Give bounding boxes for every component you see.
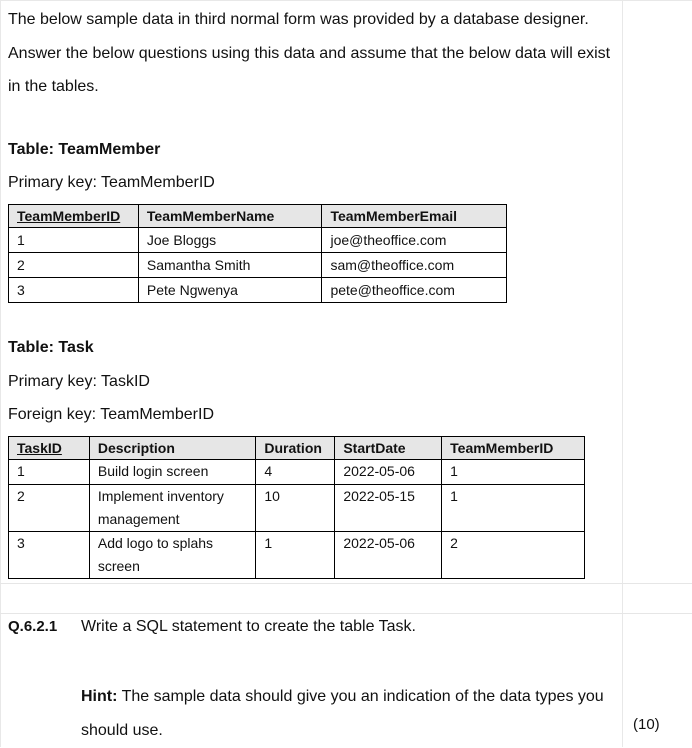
hint-label: Hint: [81, 688, 118, 705]
table-cell: 1 [9, 228, 139, 253]
table-cell: Joe Bloggs [138, 228, 322, 253]
table-cell: 2 [9, 485, 90, 532]
teammember-table [8, 204, 507, 303]
table-cell: 2022-05-06 [335, 532, 442, 579]
table-cell: 1 [256, 532, 335, 579]
column-header: Duration [256, 437, 335, 460]
intro-paragraph: The below sample data in third normal form was provided by a database designer. Answer the below questions using this data and assume that the below data will exist in the tables. [8, 11, 611, 95]
column-header: TeamMemberEmail [322, 205, 507, 228]
table-cell: Implement inventory management [89, 485, 256, 532]
table-cell: 4 [256, 460, 335, 485]
table-cell: 1 [442, 485, 585, 532]
task-primary-key: Primary key: TaskID [8, 373, 150, 390]
hint-text: The sample data should give you an indication of the data types you should use. [81, 688, 604, 739]
marks-column-divider [622, 0, 623, 747]
column-header: TeamMemberID [442, 437, 585, 460]
table-cell: Pete Ngwenya [138, 278, 322, 303]
table-row [9, 485, 585, 532]
table-cell: 1 [442, 460, 585, 485]
column-header: Description [89, 437, 256, 460]
table-cell: 1 [9, 460, 90, 485]
column-header: TaskID [9, 437, 90, 460]
page-border-left [0, 0, 1, 747]
question-number: Q.6.2.1 [8, 618, 58, 635]
table-cell: 3 [9, 532, 90, 579]
teammember-primary-key: Primary key: TeamMemberID [8, 174, 215, 191]
table-cell: Build login screen [89, 460, 256, 485]
question-marks: (10) [633, 716, 660, 733]
table-cell: Samantha Smith [138, 253, 322, 278]
section-divider [0, 583, 692, 584]
page-border-top [0, 0, 692, 1]
table-header-row [9, 437, 585, 460]
task-table-title: Table: Task [8, 339, 94, 356]
question-text: Write a SQL statement to create the table Task. [81, 618, 416, 635]
task-table [8, 436, 585, 579]
table-cell: Add logo to splahs screen [89, 532, 256, 579]
column-header: TeamMemberName [138, 205, 322, 228]
table-row [9, 532, 585, 579]
table-cell: 3 [9, 278, 139, 303]
column-header: TeamMemberID [9, 205, 139, 228]
table-cell: pete@theoffice.com [322, 278, 507, 303]
table-header-row [9, 205, 507, 228]
table-row [9, 228, 507, 253]
table-cell: 2022-05-06 [335, 460, 442, 485]
table-row [9, 278, 507, 303]
table-cell: joe@theoffice.com [322, 228, 507, 253]
table-row [9, 460, 585, 485]
table-cell: 2022-05-15 [335, 485, 442, 532]
section-divider [0, 613, 692, 614]
column-header: StartDate [335, 437, 442, 460]
hint-paragraph [81, 680, 611, 748]
teammember-table-title: Table: TeamMember [8, 141, 161, 158]
task-foreign-key: Foreign key: TeamMemberID [8, 406, 214, 423]
table-cell: 2 [9, 253, 139, 278]
table-cell: 2 [442, 532, 585, 579]
table-cell: sam@theoffice.com [322, 253, 507, 278]
table-cell: 10 [256, 485, 335, 532]
table-row [9, 253, 507, 278]
